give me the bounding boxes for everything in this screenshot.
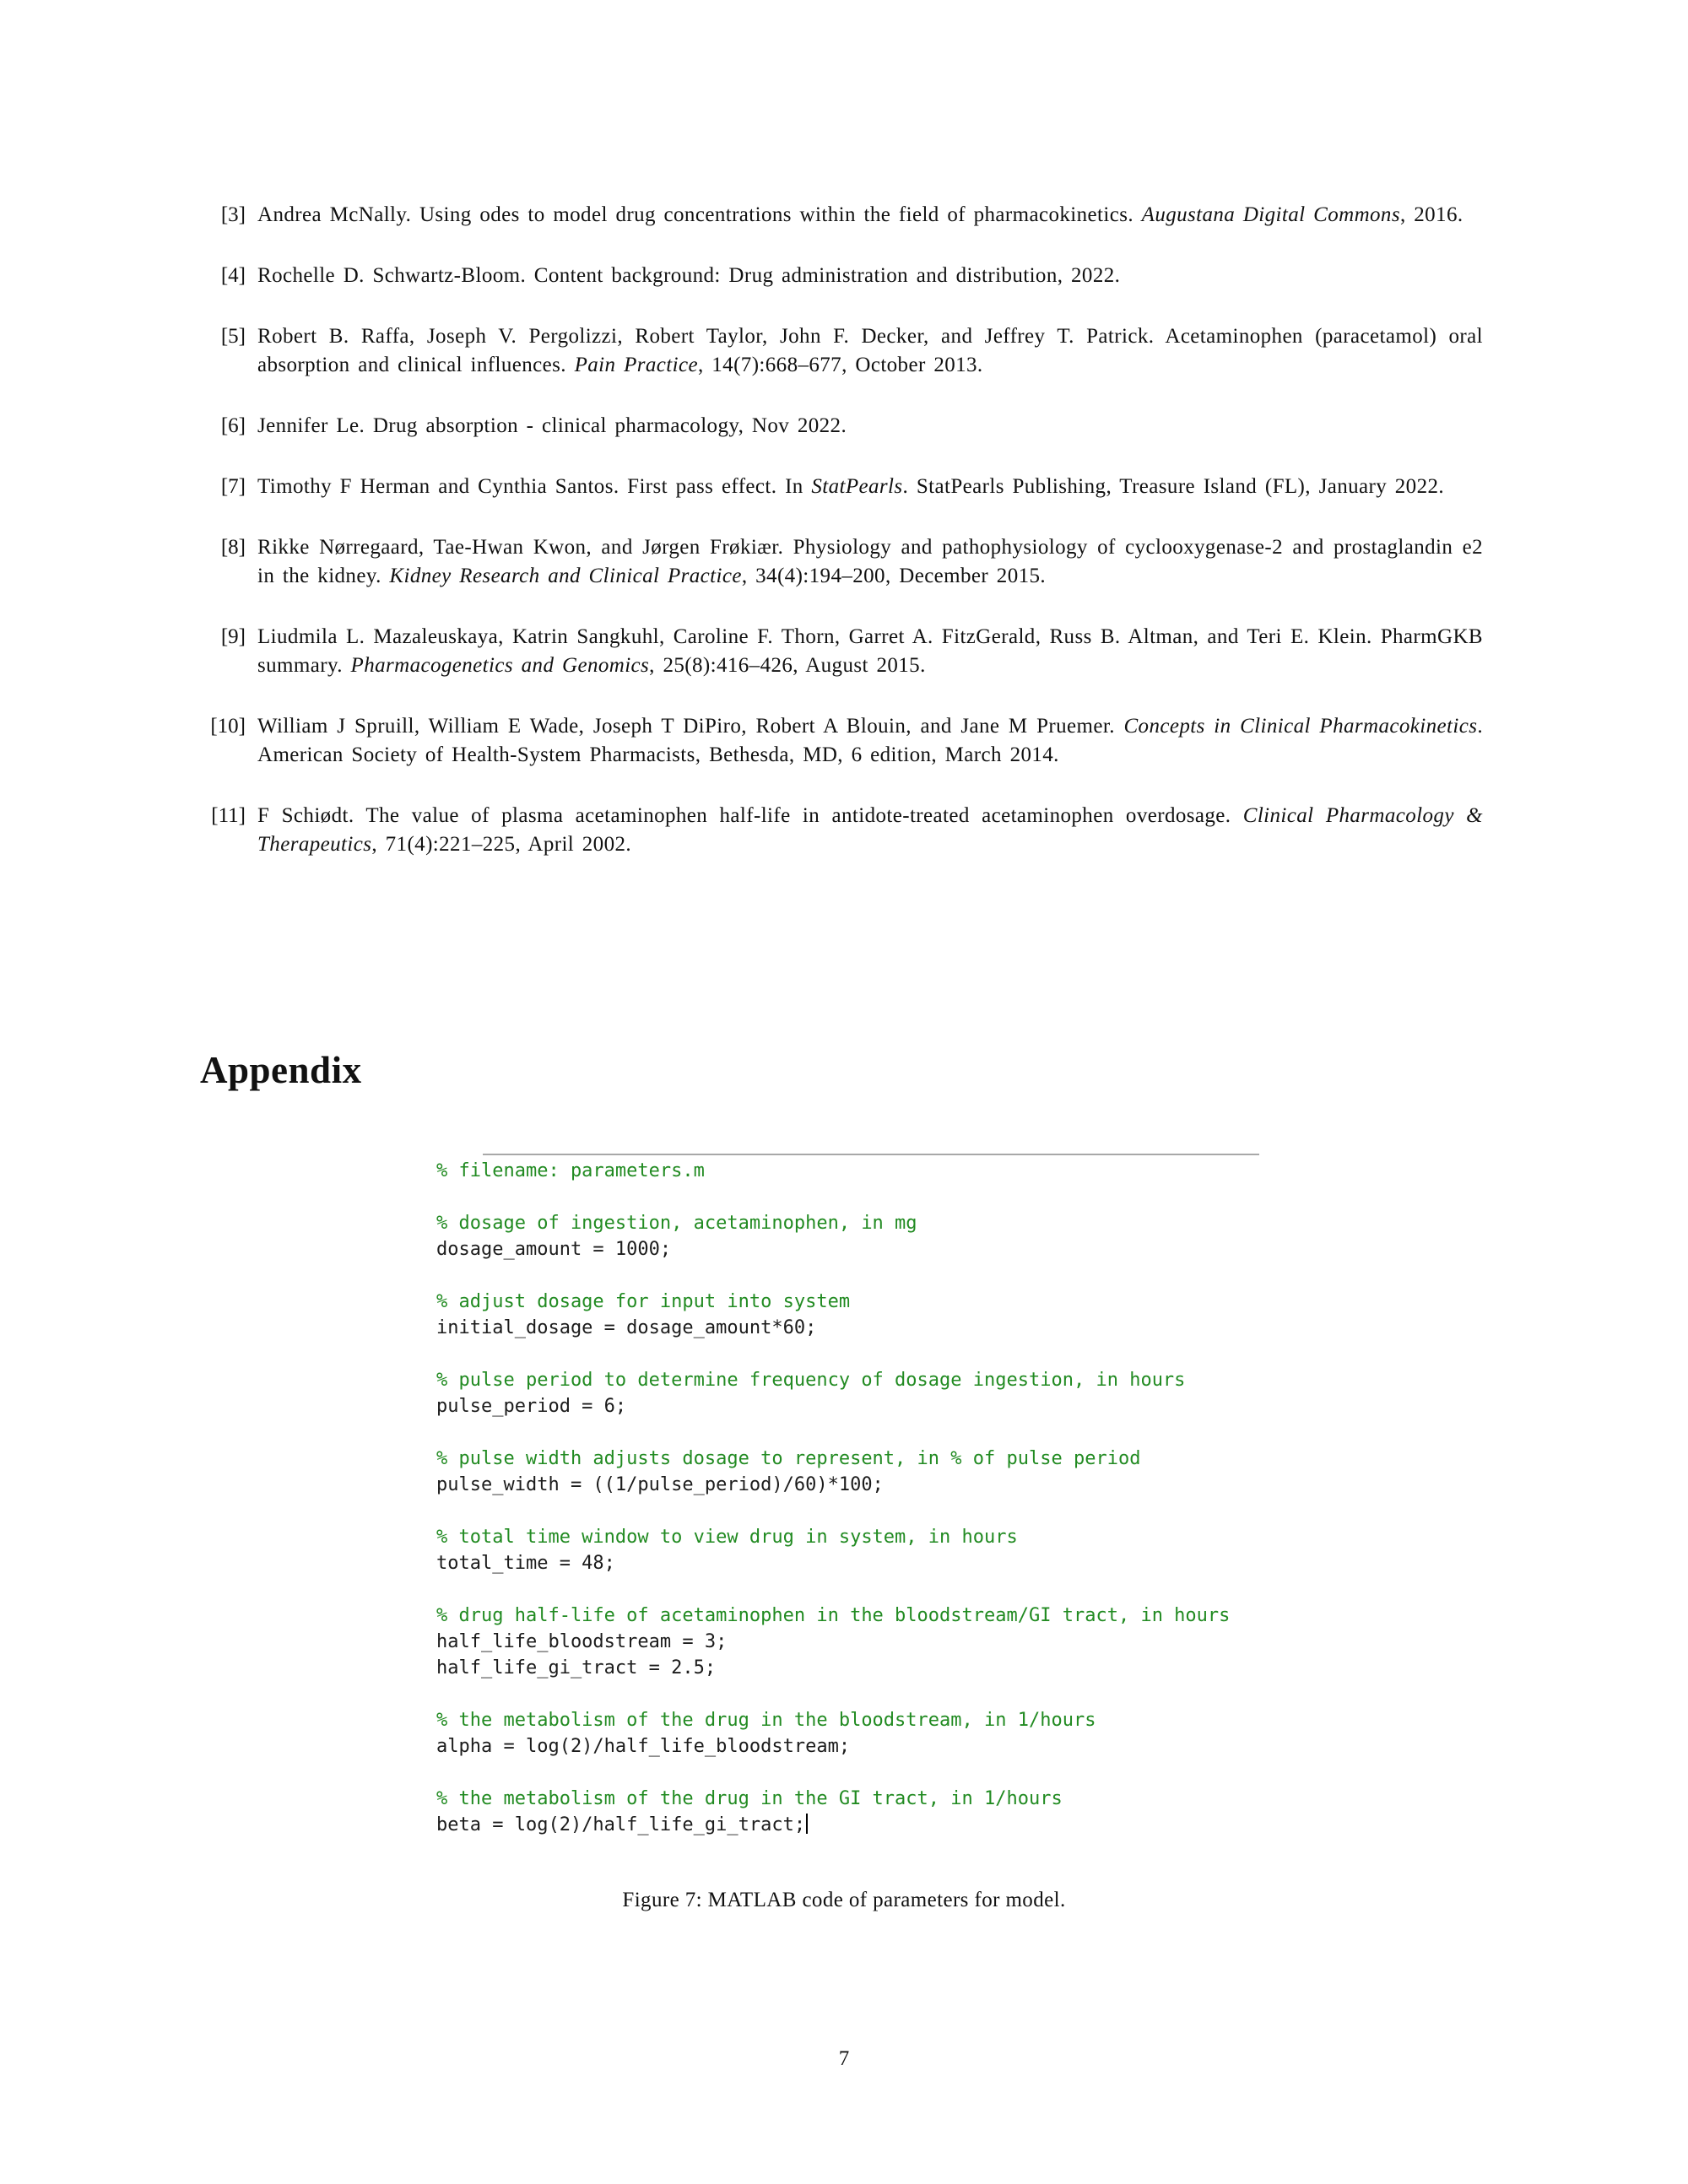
matlab-comment: % pulse period to determine frequency of dosage ingestion, in hours <box>436 1370 1186 1391</box>
reference-item <box>197 322 1483 380</box>
code-line <box>436 1341 1230 1367</box>
reference-item <box>197 623 1483 680</box>
figure-caption: Figure 7: MATLAB code of parameters for model. <box>622 1889 1066 1911</box>
reference-text-segment: Timothy F Herman and Cynthia Santos. First pass effect. In <box>257 475 812 498</box>
reference-text-segment: William J Spruill, William E Wade, Joseph T DiPiro, Robert A Blouin, and Jane M Pruemer. <box>257 715 1124 738</box>
reference-journal-title: Augustana Digital Commons <box>1141 203 1400 226</box>
code-lines <box>436 1158 1230 1838</box>
matlab-comment: % filename: parameters.m <box>436 1160 705 1181</box>
code-line <box>436 1210 1230 1236</box>
code-line <box>436 1733 1230 1760</box>
reference-text <box>257 201 1483 230</box>
reference-journal-title: Clinical Pharmacology & Therapeutics <box>257 804 1483 856</box>
code-line <box>436 1289 1230 1315</box>
code-line <box>436 1315 1230 1341</box>
matlab-statement: initial_dosage = dosage_amount*60; <box>436 1317 817 1338</box>
reference-journal-title: Pharmacogenetics and Genomics <box>350 654 650 677</box>
appendix-heading: Appendix <box>200 1049 362 1091</box>
reference-text-segment: Andrea McNally. Using odes to model drug concentrations within the field of pharmacokinetics. <box>257 203 1142 226</box>
matlab-comment: % drug half-life of acetaminophen in the bloodstream/GI tract, in hours <box>436 1605 1231 1626</box>
reference-text-segment: Rikke Nørregaard, Tae-Hwan Kwon, and Jørgen Frøkiær. Physiology and pathophysiology of cyclooxygenase-2 and prostaglandin e2 in the kidney. <box>257 536 1483 587</box>
code-line <box>436 1524 1230 1550</box>
code-line <box>436 1760 1230 1786</box>
reference-text-segment: Robert B. Raffa, Joseph V. Pergolizzi, Robert Taylor, John F. Decker, and Jeffrey T. Patrick. Acetaminophen (paracetamol) oral absorption and clinical influences. <box>257 325 1483 376</box>
code-line <box>436 1419 1230 1446</box>
matlab-statement: total_time = 48; <box>436 1553 615 1574</box>
reference-label: [7] <box>220 475 246 498</box>
reference-text-segment: Jennifer Le. Drug absorption - clinical pharmacology, Nov 2022. <box>257 414 847 437</box>
reference-text-segment: , 34(4):194–200, December 2015. <box>741 565 1047 587</box>
reference-item <box>197 201 1483 230</box>
reference-item <box>197 412 1483 441</box>
reference-item <box>197 802 1483 859</box>
reference-text <box>257 802 1483 859</box>
reference-label: [4] <box>220 264 246 287</box>
matlab-comment: % the metabolism of the drug in the GI tract, in 1/hours <box>436 1788 1063 1809</box>
matlab-statement: dosage_amount = 1000; <box>436 1239 672 1260</box>
code-line <box>436 1367 1230 1393</box>
reference-item <box>197 533 1483 591</box>
reference-label: [3] <box>220 203 246 226</box>
matlab-comment: % pulse width adjusts dosage to represent, in % of pulse period <box>436 1448 1141 1469</box>
reference-text-segment: , 14(7):668–677, October 2013. <box>697 354 983 376</box>
matlab-statement: pulse_width = ((1/pulse_period)/60)*100; <box>436 1474 884 1495</box>
references-list <box>197 201 1483 891</box>
matlab-comment: % dosage of ingestion, acetaminophen, in mg <box>436 1213 917 1234</box>
code-line <box>436 1629 1230 1655</box>
code-line <box>436 1655 1230 1681</box>
text-cursor <box>806 1814 808 1834</box>
code-line <box>436 1236 1230 1262</box>
matlab-comment: % the metabolism of the drug in the bloodstream, in 1/hours <box>436 1710 1096 1731</box>
reference-label: [11] <box>211 804 246 827</box>
reference-text <box>257 623 1483 680</box>
reference-text-segment: Liudmila L. Mazaleuskaya, Katrin Sangkuhl, Caroline F. Thorn, Garret A. FitzGerald, Russ B. Altman, and Teri E. Klein. PharmGKB summary. <box>257 625 1483 677</box>
code-line <box>436 1603 1230 1629</box>
reference-text <box>257 533 1483 591</box>
reference-text <box>257 712 1483 770</box>
matlab-comment: % adjust dosage for input into system <box>436 1291 851 1312</box>
reference-label: [8] <box>220 536 246 559</box>
matlab-statement: half_life_bloodstream = 3; <box>436 1631 728 1652</box>
reference-text <box>257 322 1483 380</box>
matlab-statement: alpha = log(2)/half_life_bloodstream; <box>436 1736 851 1757</box>
code-line <box>436 1446 1230 1472</box>
reference-label: [9] <box>220 625 246 648</box>
reference-text-segment: F Schiødt. The value of plasma acetaminophen half-life in antidote-treated acetaminophen overdosage. <box>257 804 1243 827</box>
reference-journal-title: Pain Practice <box>574 354 698 376</box>
code-line <box>436 1576 1230 1603</box>
reference-label: [10] <box>210 715 246 738</box>
matlab-comment: % total time window to view drug in system, in hours <box>436 1527 1018 1548</box>
reference-text-segment: , 71(4):221–225, April 2002. <box>371 833 632 856</box>
code-line <box>436 1472 1230 1498</box>
reference-text-segment: , 2016. <box>1399 203 1463 226</box>
code-line <box>436 1158 1230 1184</box>
matlab-statement: beta = log(2)/half_life_gi_tract; <box>436 1814 806 1835</box>
divider-line <box>483 1154 1259 1155</box>
reference-journal-title: Kidney Research and Clinical Practice <box>389 565 742 587</box>
reference-text-segment: . American Society of Health-System Pharmacists, Bethesda, MD, 6 edition, March 2014. <box>257 715 1483 766</box>
reference-label: [5] <box>220 325 246 348</box>
code-line <box>436 1393 1230 1419</box>
code-line <box>436 1184 1230 1210</box>
reference-journal-title: StatPearls <box>811 475 903 498</box>
code-line <box>436 1550 1230 1576</box>
reference-label: [6] <box>220 414 246 437</box>
code-line <box>436 1498 1230 1524</box>
reference-item <box>197 262 1483 290</box>
reference-text <box>257 262 1483 290</box>
reference-text <box>257 473 1483 501</box>
reference-text-segment: , 25(8):416–426, August 2015. <box>649 654 926 677</box>
reference-text-segment: Rochelle D. Schwartz-Bloom. Content background: Drug administration and distribution, 2022. <box>257 264 1121 287</box>
code-line <box>436 1681 1230 1707</box>
reference-item <box>197 473 1483 501</box>
reference-text <box>257 412 1483 441</box>
reference-item <box>197 712 1483 770</box>
code-line <box>436 1812 1230 1838</box>
reference-text-segment: . StatPearls Publishing, Treasure Island (FL), January 2022. <box>902 475 1445 498</box>
page-number: 7 <box>838 2047 850 2070</box>
matlab-statement: half_life_gi_tract = 2.5; <box>436 1657 717 1679</box>
matlab-statement: pulse_period = 6; <box>436 1396 627 1417</box>
reference-journal-title: Concepts in Clinical Pharmacokinetics <box>1123 715 1478 738</box>
code-line <box>436 1707 1230 1733</box>
code-line <box>436 1262 1230 1289</box>
code-line <box>436 1786 1230 1812</box>
